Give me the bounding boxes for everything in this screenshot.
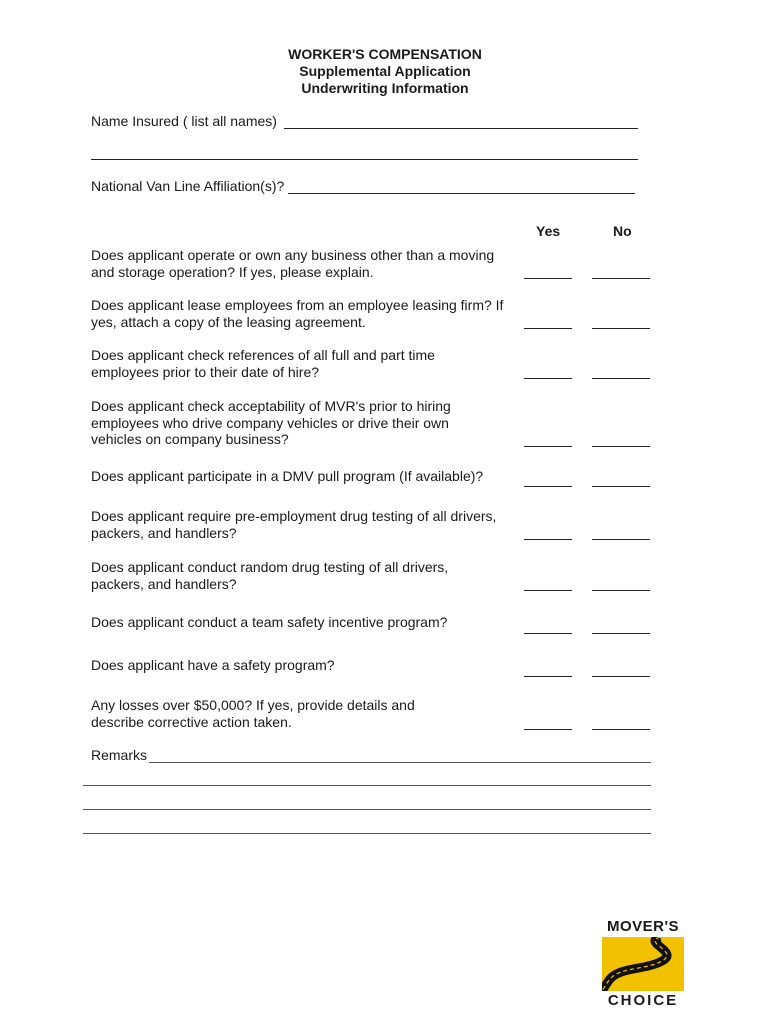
question-1: Does applicant operate or own any business other than a moving and storage operation? If yes, please explain. (91, 247, 495, 280)
answer-no-5[interactable] (592, 486, 650, 487)
answer-yes-6[interactable] (524, 539, 572, 540)
question-7: Does applicant conduct random drug testing of all drivers, packers, and handlers? (91, 559, 449, 592)
van-line-field[interactable] (288, 177, 635, 194)
question-10: Any losses over $50,000? If yes, provide details and describe corrective action taken. (91, 697, 415, 730)
answer-no-9[interactable] (592, 676, 650, 677)
van-line-label: National Van Line Affiliation(s)? (91, 178, 285, 194)
form-subtitle-2: Underwriting Information (301, 80, 469, 96)
answer-no-2[interactable] (592, 328, 650, 329)
answer-no-8[interactable] (592, 633, 650, 634)
answer-yes-1[interactable] (524, 278, 572, 279)
question-6: Does applicant require pre-employment drug testing of all drivers, packers, and handlers? (91, 508, 497, 541)
remarks-line-2[interactable] (83, 785, 651, 786)
no-column-header: No (613, 223, 632, 239)
answer-yes-8[interactable] (524, 633, 572, 634)
answer-yes-7[interactable] (524, 590, 572, 591)
yes-column-header: Yes (536, 223, 561, 239)
remarks-line-3[interactable] (83, 809, 651, 810)
road-icon (602, 937, 684, 991)
question-4: Does applicant check acceptability of MVR's prior to hiring employees who drive company vehicles or drive their own vehicles on company business? (91, 398, 451, 447)
answer-yes-4[interactable] (524, 446, 572, 447)
remarks-line-1[interactable] (149, 762, 651, 763)
name-insured-field-line-2[interactable] (91, 143, 638, 160)
question-8: Does applicant conduct a team safety incentive program? (91, 614, 448, 630)
logo-bottom-text: CHOICE (607, 992, 679, 1009)
form-title: WORKER'S COMPENSATION (288, 46, 482, 62)
logo-top-text: MOVER'S (606, 918, 680, 935)
name-insured-field[interactable] (284, 112, 638, 129)
answer-no-10[interactable] (592, 729, 650, 730)
name-insured-label: Name Insured ( list all names) (91, 113, 277, 129)
answer-no-4[interactable] (592, 446, 650, 447)
answer-yes-9[interactable] (524, 676, 572, 677)
answer-no-1[interactable] (592, 278, 650, 279)
remarks-label: Remarks (91, 747, 148, 763)
form-subtitle: Supplemental Application (299, 63, 471, 79)
answer-no-7[interactable] (592, 590, 650, 591)
question-5: Does applicant participate in a DMV pull program (If available)? (91, 468, 484, 484)
question-9: Does applicant have a safety program? (91, 657, 335, 673)
answer-yes-5[interactable] (524, 486, 572, 487)
answer-no-3[interactable] (592, 378, 650, 379)
answer-yes-10[interactable] (524, 729, 572, 730)
movers-choice-logo (598, 918, 688, 1010)
question-3: Does applicant check references of all full and part time employees prior to their date of hire? (91, 347, 435, 380)
answer-yes-2[interactable] (524, 328, 572, 329)
question-2: Does applicant lease employees from an employee leasing firm? If yes, attach a copy of the leasing agreement. (91, 297, 504, 330)
answer-yes-3[interactable] (524, 378, 572, 379)
answer-no-6[interactable] (592, 539, 650, 540)
remarks-line-4[interactable] (83, 833, 651, 834)
